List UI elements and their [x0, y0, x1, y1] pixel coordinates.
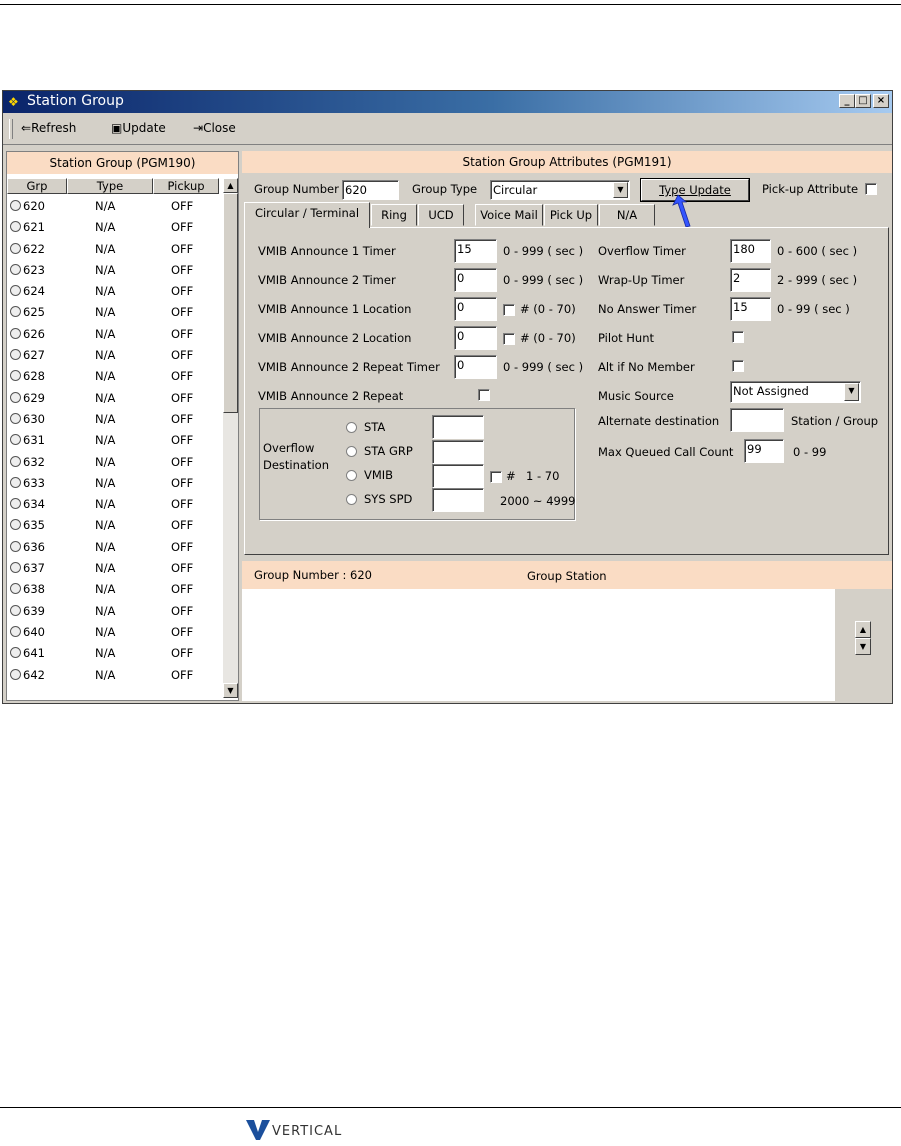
group-node-icon — [10, 370, 21, 381]
vmib2-location-checkbox[interactable] — [503, 333, 515, 345]
title-bar — [3, 91, 892, 113]
grp-value: 628 — [23, 369, 45, 384]
grp-cell — [10, 369, 45, 383]
grp-value: 632 — [23, 454, 45, 469]
left-panel-title: Station Group (PGM190) — [7, 152, 238, 174]
group-station-side — [835, 589, 892, 701]
table-row[interactable] — [7, 452, 222, 473]
table-row[interactable] — [7, 622, 222, 643]
grp-cell — [10, 412, 45, 426]
table-row[interactable] — [7, 537, 222, 558]
vmib2-repeat-timer-field[interactable]: 0 — [454, 355, 497, 379]
pickup-cell: OFF — [171, 454, 194, 469]
grp-cell — [10, 646, 45, 660]
grp-cell — [10, 327, 45, 341]
scroll-down-arrow-icon[interactable]: ▼ — [223, 683, 238, 698]
table-row[interactable] — [7, 558, 222, 579]
vertical-logo-text: VERTICAL — [272, 1124, 343, 1139]
vmib2-timer-range: 0 - 999 ( sec ) — [503, 273, 584, 287]
pickup-cell: OFF — [171, 497, 194, 512]
maximize-button[interactable]: □ — [855, 94, 871, 108]
vmib1-location-label: VMIB Announce 1 Location — [258, 302, 412, 316]
table-row[interactable] — [7, 515, 222, 536]
vmib2-repeat-label: VMIB Announce 2 Repeat — [258, 389, 404, 403]
grp-value: 630 — [23, 411, 45, 426]
pickup-cell: OFF — [171, 305, 194, 320]
vmib-range-label: 1 - 70 — [526, 469, 560, 483]
vmib2-timer-field[interactable]: 0 — [454, 268, 497, 292]
grp-cell — [10, 433, 45, 447]
vmib2-repeat-timer-label: VMIB Announce 2 Repeat Timer — [258, 360, 440, 374]
group-node-icon — [10, 583, 21, 594]
pickup-cell: OFF — [171, 539, 194, 554]
group-node-icon — [10, 519, 21, 530]
back-arrow-icon: ⇐ — [21, 121, 32, 135]
max-queued-label: Max Queued Call Count — [598, 445, 734, 459]
pickup-cell: OFF — [171, 199, 194, 213]
grp-value: 633 — [23, 475, 45, 490]
tab-pick-up[interactable]: Pick Up — [544, 204, 598, 226]
scroll-up-arrow-icon[interactable]: ▲ — [223, 178, 238, 193]
pickup-cell: OFF — [171, 603, 194, 618]
pickup-cell: OFF — [171, 518, 194, 533]
column-header-type[interactable]: Type — [67, 178, 153, 194]
sta-radio[interactable] — [346, 422, 357, 433]
up-arrow-icon: ▲ — [859, 625, 867, 634]
tab-na[interactable]: N/A — [599, 204, 655, 226]
down-arrow-icon: ▼ — [859, 642, 867, 651]
table-row[interactable] — [7, 579, 222, 600]
group-station-title: Group Station — [527, 569, 607, 583]
group-node-icon — [10, 541, 21, 552]
pickup-cell: OFF — [171, 433, 194, 448]
destination-label: Destination — [263, 458, 329, 472]
vmib-radio-label: VMIB — [364, 468, 394, 482]
grp-value: 629 — [23, 390, 45, 405]
group-node-icon — [10, 200, 21, 211]
window-title: Station Group — [27, 93, 124, 109]
sys-spd-destination-field[interactable] — [432, 488, 484, 512]
noanswer-timer-field[interactable]: 15 — [730, 297, 771, 321]
type-cell: N/A — [95, 497, 116, 512]
group-node-icon — [10, 285, 21, 296]
top-rule — [0, 4, 901, 5]
grp-value: 639 — [23, 603, 45, 618]
type-cell: N/A — [95, 603, 116, 618]
sys-spd-range-label: 2000 ~ 4999 — [500, 494, 576, 508]
grp-value: 637 — [23, 561, 45, 576]
pickup-cell: OFF — [171, 262, 194, 277]
pickup-cell: OFF — [171, 582, 194, 597]
table-row[interactable] — [7, 196, 222, 217]
table-row[interactable] — [7, 324, 222, 345]
vmib1-timer-label: VMIB Announce 1 Timer — [258, 244, 396, 258]
pickup-cell: OFF — [171, 390, 194, 405]
scroll-thumb[interactable] — [223, 193, 238, 413]
overflow-timer-range: 0 - 600 ( sec ) — [777, 244, 858, 258]
vertical-logo-icon — [246, 1120, 270, 1140]
group-node-icon — [10, 477, 21, 488]
sys-spd-radio[interactable] — [346, 494, 357, 505]
table-row[interactable] — [7, 345, 222, 366]
pilot-hunt-label: Pilot Hunt — [598, 331, 655, 345]
type-cell: N/A — [95, 390, 116, 405]
bottom-rule — [0, 1107, 901, 1108]
vmib-destination-field[interactable] — [432, 464, 484, 488]
grp-cell — [10, 242, 45, 256]
noanswer-timer-label: No Answer Timer — [598, 302, 697, 316]
grp-cell — [10, 604, 45, 618]
refresh-label: Refresh — [31, 121, 77, 135]
left-scrollbar[interactable] — [223, 178, 238, 698]
station-group-list-panel — [6, 151, 239, 701]
group-node-icon — [10, 605, 21, 616]
grp-value: 642 — [23, 667, 45, 682]
type-cell: N/A — [95, 518, 116, 533]
toolbar-grip — [9, 119, 13, 139]
group-station-header — [242, 561, 892, 589]
type-cell: N/A — [95, 305, 116, 320]
overflow-destination-group — [259, 408, 575, 520]
type-update-label: Type Update — [659, 183, 731, 197]
overflow-label: Overflow — [263, 441, 315, 455]
grp-value: 624 — [23, 284, 45, 299]
grp-cell — [10, 625, 45, 639]
grp-value: 627 — [23, 348, 45, 363]
type-cell: N/A — [95, 348, 116, 363]
table-row[interactable] — [7, 281, 222, 302]
vmib2-location-field[interactable]: 0 — [454, 326, 497, 350]
group-node-icon — [10, 328, 21, 339]
type-cell: N/A — [95, 539, 116, 554]
group-node-icon — [10, 562, 21, 573]
grp-cell — [10, 391, 45, 405]
column-header-pickup[interactable]: Pickup — [153, 178, 219, 194]
station-group-window — [2, 90, 893, 704]
pickup-cell: OFF — [171, 624, 194, 639]
sys-spd-radio-label: SYS SPD — [364, 492, 413, 506]
grp-cell — [10, 540, 45, 554]
update-button[interactable] — [111, 121, 166, 135]
chevron-down-icon[interactable]: ▼ — [844, 383, 859, 401]
sta-grp-radio-label: STA GRP — [364, 444, 413, 458]
vmib1-location-checkbox[interactable] — [503, 304, 515, 316]
type-cell: N/A — [95, 582, 116, 597]
type-cell: N/A — [95, 220, 116, 235]
grp-cell — [10, 518, 45, 532]
overflow-timer-field[interactable]: 180 — [730, 239, 771, 263]
group-node-icon — [10, 456, 21, 467]
group-node-icon — [10, 349, 21, 360]
spin-down-button[interactable] — [855, 638, 871, 655]
grp-value: 640 — [23, 624, 45, 639]
refresh-button[interactable] — [21, 121, 76, 135]
group-station-list[interactable] — [242, 589, 835, 701]
pickup-cell: OFF — [171, 411, 194, 426]
close-label: Close — [203, 121, 236, 135]
group-node-icon — [10, 498, 21, 509]
pickup-cell: OFF — [171, 646, 194, 661]
noanswer-timer-range: 0 - 99 ( sec ) — [777, 302, 850, 316]
group-type-label: Group Type — [412, 182, 478, 196]
pickup-cell: OFF — [171, 241, 194, 256]
grp-value: 631 — [23, 433, 45, 448]
grp-value: 634 — [23, 497, 45, 512]
tab-voice-mail[interactable]: Voice Mail — [475, 204, 543, 226]
sta-destination-field[interactable] — [432, 415, 484, 439]
wrapup-timer-range: 2 - 999 ( sec ) — [777, 273, 858, 287]
type-cell: N/A — [95, 284, 116, 299]
grp-value: 623 — [23, 262, 45, 277]
vmib1-timer-range: 0 - 999 ( sec ) — [503, 244, 584, 258]
close-button[interactable] — [193, 121, 236, 135]
attributes-panel — [242, 151, 892, 701]
pickup-cell: OFF — [171, 326, 194, 341]
column-header-grp[interactable]: Grp — [7, 178, 67, 194]
group-number-label: Group Number — [254, 182, 339, 196]
table-row[interactable] — [7, 665, 222, 686]
type-cell: N/A — [95, 667, 116, 682]
group-node-icon — [10, 647, 21, 658]
tab-circular-terminal[interactable]: Circular / Terminal — [244, 202, 370, 228]
grp-value: 641 — [23, 646, 45, 661]
grp-value: 626 — [23, 326, 45, 341]
grp-cell — [10, 476, 45, 490]
alt-no-member-checkbox[interactable] — [732, 360, 744, 372]
type-cell: N/A — [95, 433, 116, 448]
table-row[interactable] — [7, 302, 222, 323]
wrapup-timer-field[interactable]: 2 — [730, 268, 771, 292]
alt-destination-suffix: Station / Group — [791, 414, 879, 428]
grp-value: 621 — [23, 220, 45, 235]
vmib2-location-label: VMIB Announce 2 Location — [258, 331, 412, 345]
pickup-attribute-label: Pick-up Attribute — [762, 182, 859, 196]
pickup-cell: OFF — [171, 561, 194, 576]
wrapup-timer-label: Wrap-Up Timer — [598, 273, 685, 287]
vmib-hash-label: # — [506, 469, 516, 483]
grp-cell — [10, 497, 45, 511]
table-row[interactable] — [7, 239, 222, 260]
vmib2-repeat-timer-range: 0 - 999 ( sec ) — [503, 360, 584, 374]
spin-up-button[interactable] — [855, 621, 871, 638]
type-cell: N/A — [95, 326, 116, 341]
group-type-value: Circular — [493, 183, 538, 197]
table-row[interactable] — [7, 643, 222, 664]
type-cell: N/A — [95, 475, 116, 490]
table-row[interactable] — [7, 217, 222, 238]
grp-cell — [10, 220, 45, 234]
type-cell: N/A — [95, 199, 116, 213]
group-number-field[interactable]: 620 — [342, 180, 399, 200]
group-node-icon — [10, 221, 21, 232]
grp-value: 638 — [23, 582, 45, 597]
type-cell: N/A — [95, 454, 116, 469]
overflow-timer-label: Overflow Timer — [598, 244, 686, 258]
type-cell: N/A — [95, 561, 116, 576]
table-row[interactable] — [7, 409, 222, 430]
grp-cell — [10, 199, 45, 213]
chevron-down-icon[interactable]: ▼ — [613, 182, 628, 198]
toolbar — [3, 114, 892, 145]
vmib1-timer-field[interactable]: 15 — [454, 239, 497, 263]
close-window-button[interactable]: × — [873, 94, 889, 108]
minimize-button[interactable]: _ — [839, 94, 855, 108]
vmib2-timer-label: VMIB Announce 2 Timer — [258, 273, 396, 287]
grp-cell — [10, 455, 45, 469]
pilot-hunt-checkbox[interactable] — [732, 331, 744, 343]
group-node-icon — [10, 392, 21, 403]
exit-arrow-icon: ⇥ — [193, 121, 204, 135]
type-cell: N/A — [95, 262, 116, 277]
tab-ucd[interactable]: UCD — [418, 204, 464, 226]
vmib-hash-checkbox[interactable] — [490, 471, 502, 483]
grp-value: 636 — [23, 539, 45, 554]
pickup-cell: OFF — [171, 284, 194, 299]
group-type-select[interactable] — [490, 180, 630, 200]
group-node-icon — [10, 306, 21, 317]
group-station-number: Group Number : 620 — [254, 568, 372, 582]
app-icon: ❖ — [8, 95, 19, 109]
type-cell: N/A — [95, 646, 116, 661]
tab-ring[interactable]: Ring — [371, 204, 417, 226]
group-node-icon — [10, 626, 21, 637]
vmib1-location-field[interactable]: 0 — [454, 297, 497, 321]
music-source-value: Not Assigned — [733, 384, 809, 398]
grp-cell — [10, 348, 45, 362]
table-row[interactable] — [7, 260, 222, 281]
group-node-icon — [10, 264, 21, 275]
table-row[interactable] — [7, 366, 222, 387]
grp-value: 620 — [23, 199, 45, 213]
sta-grp-radio[interactable] — [346, 446, 357, 457]
pickup-attribute-checkbox[interactable] — [865, 183, 877, 195]
max-queued-range: 0 - 99 — [793, 445, 827, 459]
alt-destination-label: Alternate destination — [598, 414, 720, 428]
grp-cell — [10, 582, 45, 596]
alt-destination-field[interactable] — [730, 408, 784, 432]
type-cell: N/A — [95, 624, 116, 639]
grp-cell — [10, 561, 45, 575]
vmib1-location-range: # (0 - 70) — [520, 302, 576, 316]
grp-cell — [10, 263, 45, 277]
group-node-icon — [10, 413, 21, 424]
pickup-cell: OFF — [171, 348, 194, 363]
pickup-cell: OFF — [171, 475, 194, 490]
vmib2-repeat-checkbox[interactable] — [478, 389, 490, 401]
group-node-icon — [10, 243, 21, 254]
update-label: Update — [122, 121, 166, 135]
pickup-cell: OFF — [171, 369, 194, 384]
grp-cell — [10, 284, 45, 298]
table-row[interactable] — [7, 388, 222, 409]
sta-grp-destination-field[interactable] — [432, 440, 484, 464]
table-row[interactable] — [7, 601, 222, 622]
grp-value: 622 — [23, 241, 45, 256]
group-node-icon — [10, 669, 21, 680]
station-group-rows — [7, 196, 222, 686]
table-row[interactable] — [7, 494, 222, 515]
alt-no-member-label: Alt if No Member — [598, 360, 695, 374]
music-source-label: Music Source — [598, 389, 674, 403]
grp-value: 625 — [23, 305, 45, 320]
type-cell: N/A — [95, 411, 116, 426]
grp-cell — [10, 305, 45, 319]
group-node-icon — [10, 434, 21, 445]
pickup-cell: OFF — [171, 220, 194, 235]
grp-cell — [10, 668, 45, 682]
table-row[interactable] — [7, 473, 222, 494]
max-queued-field[interactable]: 99 — [744, 439, 784, 463]
music-source-select[interactable] — [730, 381, 861, 403]
sta-radio-label: STA — [364, 420, 386, 434]
right-panel-title: Station Group Attributes (PGM191) — [242, 151, 892, 173]
vmib2-location-range: # (0 - 70) — [520, 331, 576, 345]
table-row[interactable] — [7, 430, 222, 451]
disk-icon: ▣ — [111, 121, 123, 135]
circular-terminal-panel — [244, 227, 889, 555]
pointer-arrow-icon — [672, 193, 702, 229]
type-cell: N/A — [95, 369, 116, 384]
pickup-cell: OFF — [171, 667, 194, 682]
grp-value: 635 — [23, 518, 45, 533]
vmib-radio[interactable] — [346, 470, 357, 481]
type-cell: N/A — [95, 241, 116, 256]
